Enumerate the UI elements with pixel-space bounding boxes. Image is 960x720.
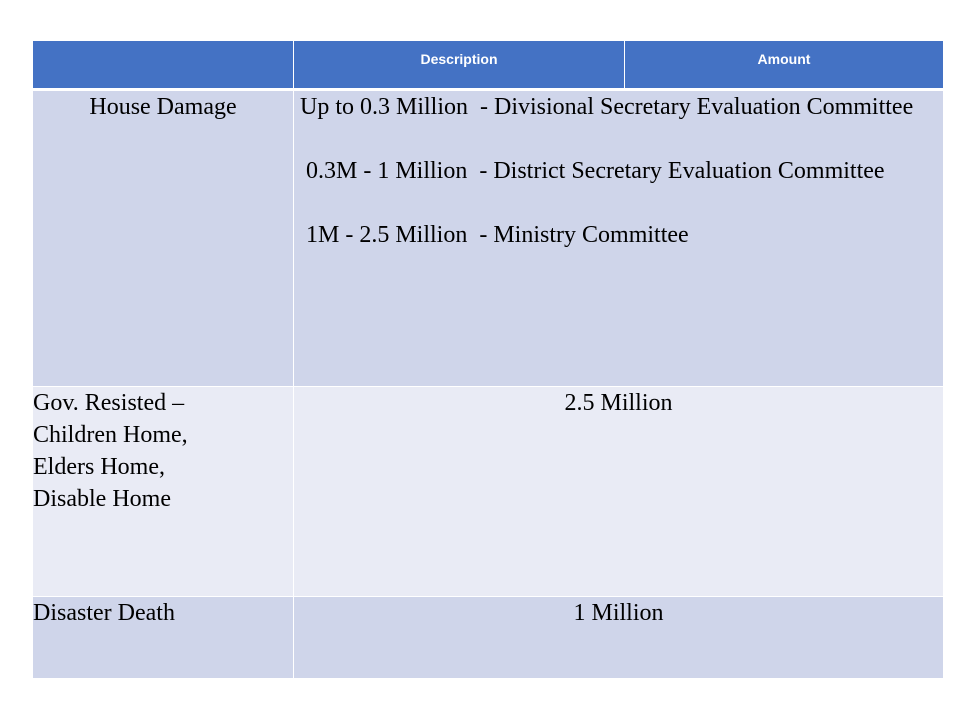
disaster-death-label: Disaster Death	[33, 597, 294, 679]
house-damage-label: House Damage	[33, 90, 294, 387]
table-row-gov-resisted	[33, 387, 944, 597]
house-damage-amounts	[294, 90, 944, 387]
gov-resisted-label	[33, 387, 294, 597]
compensation-table	[32, 40, 944, 679]
table-header-row	[33, 41, 944, 90]
gov-resisted-label-line: Gov. Resisted –	[33, 390, 185, 416]
house-damage-line: 1M - 2.5 Million - Ministry Committee	[294, 222, 689, 248]
house-damage-line: 0.3M - 1 Million - District Secretary Evaluation Committee	[294, 158, 885, 184]
gov-resisted-label-line: Disable Home	[33, 486, 171, 512]
disaster-death-amount: 1 Million	[294, 597, 944, 679]
header-cell-empty	[33, 41, 294, 90]
table-row-house-damage	[33, 90, 944, 387]
house-damage-line: Up to 0.3 Million - Divisional Secretary Evaluation Committee	[294, 94, 914, 120]
header-cell-amount: Amount	[625, 41, 944, 90]
table-row-disaster-death	[33, 597, 944, 679]
gov-resisted-label-line: Elders Home,	[33, 454, 165, 480]
header-cell-description: Description	[294, 41, 625, 90]
gov-resisted-label-line: Children Home,	[33, 422, 188, 448]
gov-resisted-amount: 2.5 Million	[294, 387, 944, 597]
